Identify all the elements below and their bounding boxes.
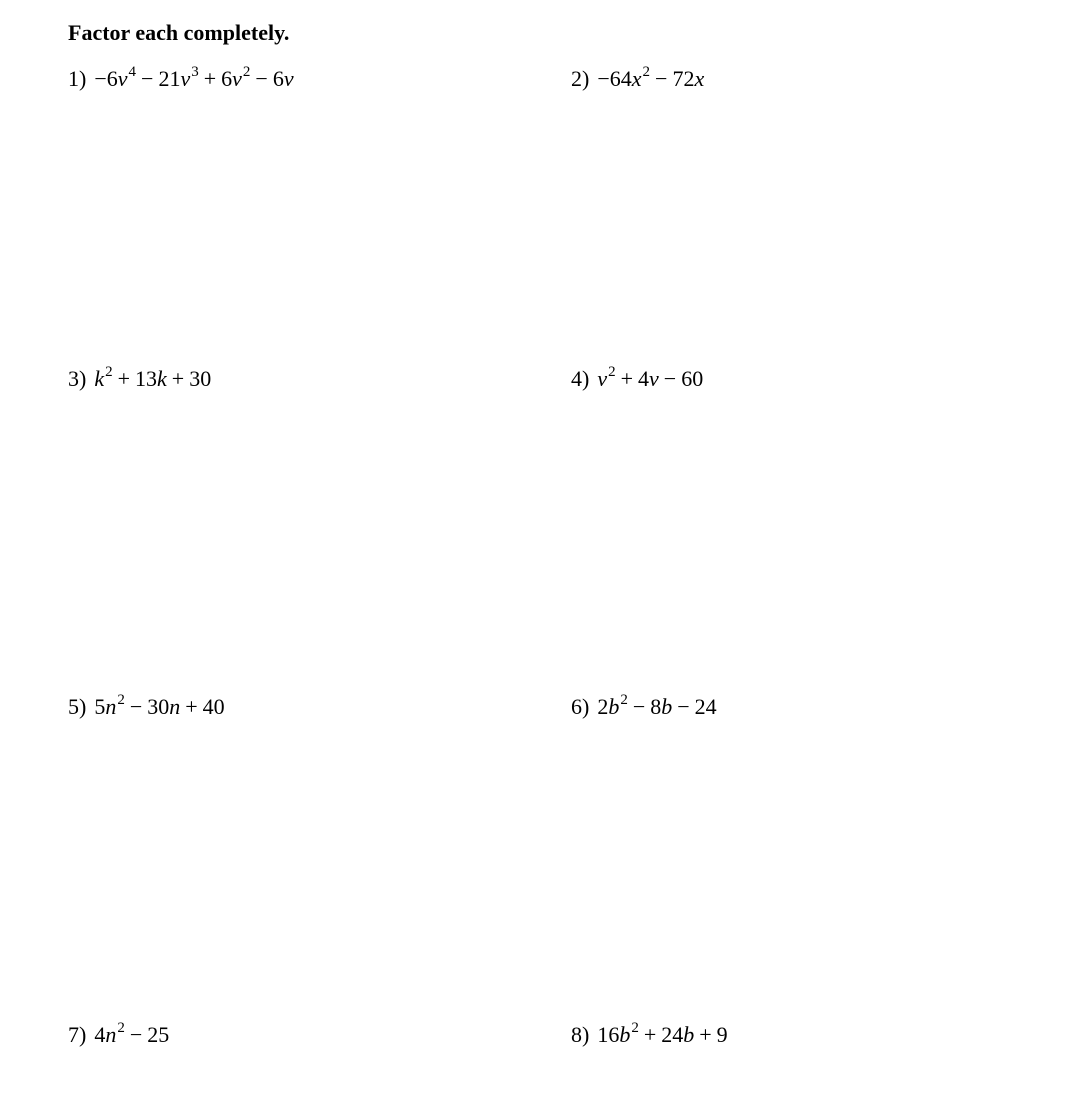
operator: −: [632, 694, 646, 719]
exponent: 2: [608, 364, 616, 380]
problem-4: [571, 364, 703, 397]
coefficient: 72: [672, 66, 695, 91]
problem-1: [68, 64, 294, 97]
variable: n: [105, 1022, 117, 1047]
coefficient: −64: [597, 66, 632, 91]
variable: b: [619, 1022, 631, 1047]
operator: −: [129, 1022, 143, 1047]
exponent: 2: [117, 1020, 125, 1036]
coefficient: 30: [147, 694, 170, 719]
operator: +: [620, 366, 634, 391]
coefficient: 25: [147, 1022, 170, 1047]
variable: x: [631, 66, 642, 91]
problem-8: [571, 1020, 728, 1053]
coefficient: 13: [135, 366, 158, 391]
operator: +: [699, 1022, 712, 1047]
variable: n: [169, 694, 181, 719]
exponent: 3: [191, 64, 199, 80]
variable: k: [157, 366, 167, 391]
exponent: 2: [117, 692, 125, 708]
variable: x: [694, 66, 705, 91]
variable: b: [661, 694, 673, 719]
coefficient: 5: [94, 694, 106, 719]
coefficient: 60: [681, 366, 704, 391]
variable: k: [94, 366, 105, 391]
exponent: 4: [128, 64, 137, 80]
coefficient: −6: [94, 66, 118, 91]
problem-expression: [597, 66, 704, 91]
problem-number: 6): [571, 694, 590, 719]
problem-2: [571, 64, 704, 97]
exponent: 2: [631, 1020, 639, 1036]
exponent: 2: [242, 64, 251, 80]
problem-3: [68, 364, 211, 397]
variable: v: [597, 366, 608, 391]
operator: +: [185, 694, 198, 719]
variable: b: [608, 694, 620, 719]
coefficient: 4: [638, 366, 650, 391]
operator: −: [663, 366, 677, 391]
variable: v: [180, 66, 191, 91]
problem-expression: [94, 366, 211, 391]
problem-expression: [597, 1022, 727, 1047]
coefficient: 6: [221, 66, 233, 91]
problem-5: [68, 692, 225, 725]
operator: +: [117, 366, 131, 391]
exponent: 2: [620, 692, 628, 708]
operator: +: [203, 66, 217, 91]
problem-7: [68, 1020, 169, 1053]
coefficient: 6: [272, 66, 284, 91]
coefficient: 4: [94, 1022, 106, 1047]
variable: v: [283, 66, 294, 91]
exponent: 2: [642, 64, 651, 80]
problem-number: 7): [68, 1022, 87, 1047]
problem-expression: [94, 1022, 169, 1047]
operator: −: [129, 694, 143, 719]
worksheet-instructions: Factor each completely.: [68, 20, 290, 45]
coefficient: 9: [716, 1022, 728, 1047]
coefficient: 2: [597, 694, 609, 719]
operator: +: [643, 1022, 657, 1047]
variable: v: [232, 66, 242, 91]
variable: v: [117, 66, 128, 91]
problem-number: 4): [571, 366, 590, 391]
operator: −: [655, 66, 668, 91]
problem-number: 1): [68, 66, 87, 91]
variable: v: [649, 366, 659, 391]
variable: b: [683, 1022, 695, 1047]
problem-expression: [94, 694, 224, 719]
coefficient: 40: [202, 694, 225, 719]
problem-number: 8): [571, 1022, 590, 1047]
coefficient: 16: [597, 1022, 620, 1047]
problem-number: 3): [68, 366, 87, 391]
problem-expression: [94, 66, 293, 91]
variable: n: [105, 694, 117, 719]
problem-expression: [597, 366, 703, 391]
problem-number: 5): [68, 694, 87, 719]
problem-expression: [597, 694, 716, 719]
operator: −: [255, 66, 268, 91]
problem-number: 2): [571, 66, 590, 91]
coefficient: 24: [694, 694, 717, 719]
coefficient: 24: [661, 1022, 684, 1047]
exponent: 2: [105, 364, 113, 380]
coefficient: 30: [189, 366, 212, 391]
operator: −: [677, 694, 690, 719]
coefficient: 21: [158, 66, 181, 91]
operator: −: [141, 66, 154, 91]
operator: +: [171, 366, 185, 391]
coefficient: 8: [650, 694, 662, 719]
problem-6: [571, 692, 717, 725]
